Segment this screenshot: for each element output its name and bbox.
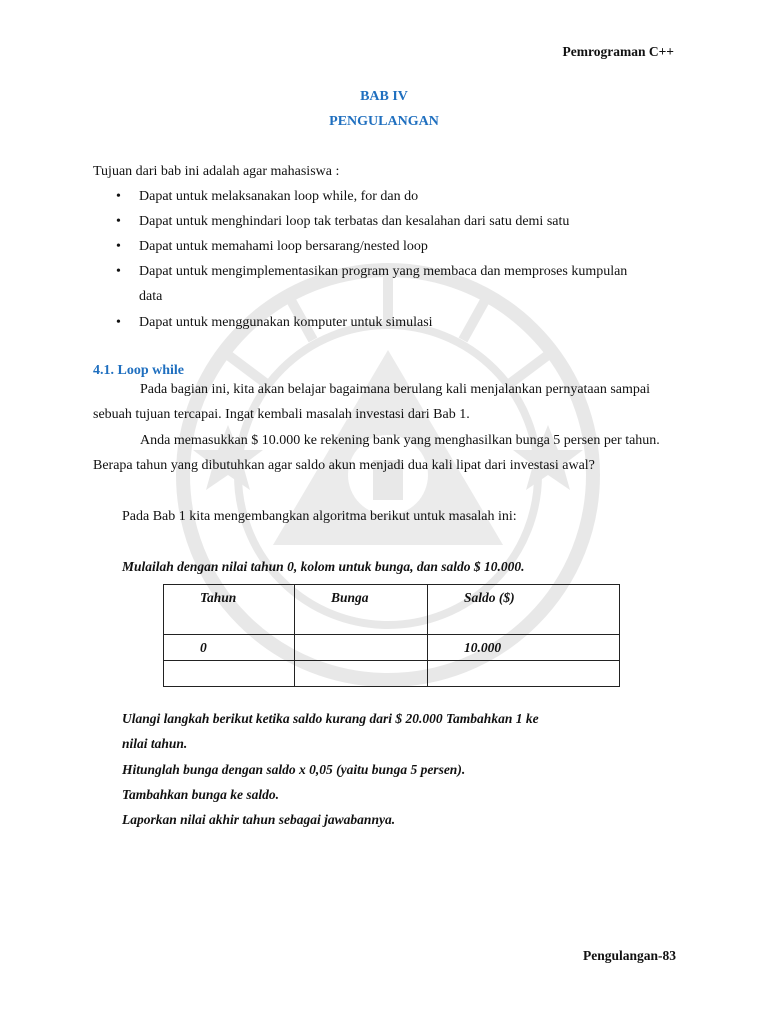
paragraph-3: Pada Bab 1 kita mengembangkan algoritma berikut untuk masalah ini: [122, 509, 517, 524]
chapter-number: BAB IV [360, 89, 408, 104]
cell-balance: 10.000 [428, 635, 620, 661]
table-row [164, 635, 620, 661]
algorithm-step: Laporkan nilai akhir tahun sebagai jawabannya. [122, 812, 396, 827]
cell-year [164, 661, 295, 687]
bullet-icon: • [116, 214, 121, 229]
bullet-icon: • [116, 189, 121, 204]
bullet-icon: • [116, 264, 121, 279]
objectives-list [93, 184, 653, 335]
list-item: • Dapat untuk memahami loop bersarang/nested loop [93, 234, 653, 259]
list-item: • Dapat untuk melaksanakan loop while, for dan do [93, 184, 653, 209]
cell-balance [428, 661, 620, 687]
column-header-year: Tahun [164, 585, 295, 635]
bullet-icon: • [116, 239, 121, 254]
cell-interest [295, 635, 428, 661]
algorithm-step: nilai tahun. [122, 736, 188, 751]
list-item: • Dapat untuk menggunakan komputer untuk simulasi [93, 310, 653, 335]
paragraph-2: Anda memasukkan $ 10.000 ke rekening bank yang menghasilkan bunga 5 persen per tahun. Berapa tahun yang dibutuhkan agar saldo akun menjadi dua kali lipat dari investasi awal? [93, 433, 660, 473]
bullet-icon: • [116, 315, 121, 330]
algorithm-step: Hitunglah bunga dengan saldo x 0,05 (yaitu bunga 5 persen). [122, 762, 466, 777]
list-item: • Dapat untuk mengimplementasikan program yang membaca dan memproses kumpulan data [93, 259, 639, 309]
investment-table [163, 584, 620, 687]
table-header-row [164, 585, 620, 635]
cell-year: 0 [164, 635, 295, 661]
cell-interest [295, 661, 428, 687]
algorithm-step-start: Mulailah dengan nilai tahun 0, kolom untuk bunga, dan saldo $ 10.000. [122, 559, 525, 574]
column-header-interest: Bunga [295, 585, 428, 635]
paragraph-1: Pada bagian ini, kita akan belajar bagaimana berulang kali menjalankan pernyataan sampai sebuah tujuan tercapai. Ingat kembali masalah investasi dari Bab 1. [93, 382, 651, 422]
running-header: Pemrograman C++ [562, 44, 674, 59]
algorithm-step: Tambahkan bunga ke saldo. [122, 787, 280, 802]
column-header-balance: Saldo ($) [428, 585, 620, 635]
algorithm-step: Ulangi langkah berikut ketika saldo kurang dari $ 20.000 Tambahkan 1 ke [122, 711, 539, 726]
section-heading: 4.1. Loop while [93, 363, 185, 378]
table-row [164, 661, 620, 687]
page-footer: Pengulangan-83 [582, 948, 676, 963]
objectives-intro: Tujuan dari bab ini adalah agar mahasiswa : [93, 164, 340, 179]
list-item: • Dapat untuk menghindari loop tak terbatas dan kesalahan dari satu demi satu [93, 209, 653, 234]
chapter-title: PENGULANGAN [329, 114, 439, 129]
